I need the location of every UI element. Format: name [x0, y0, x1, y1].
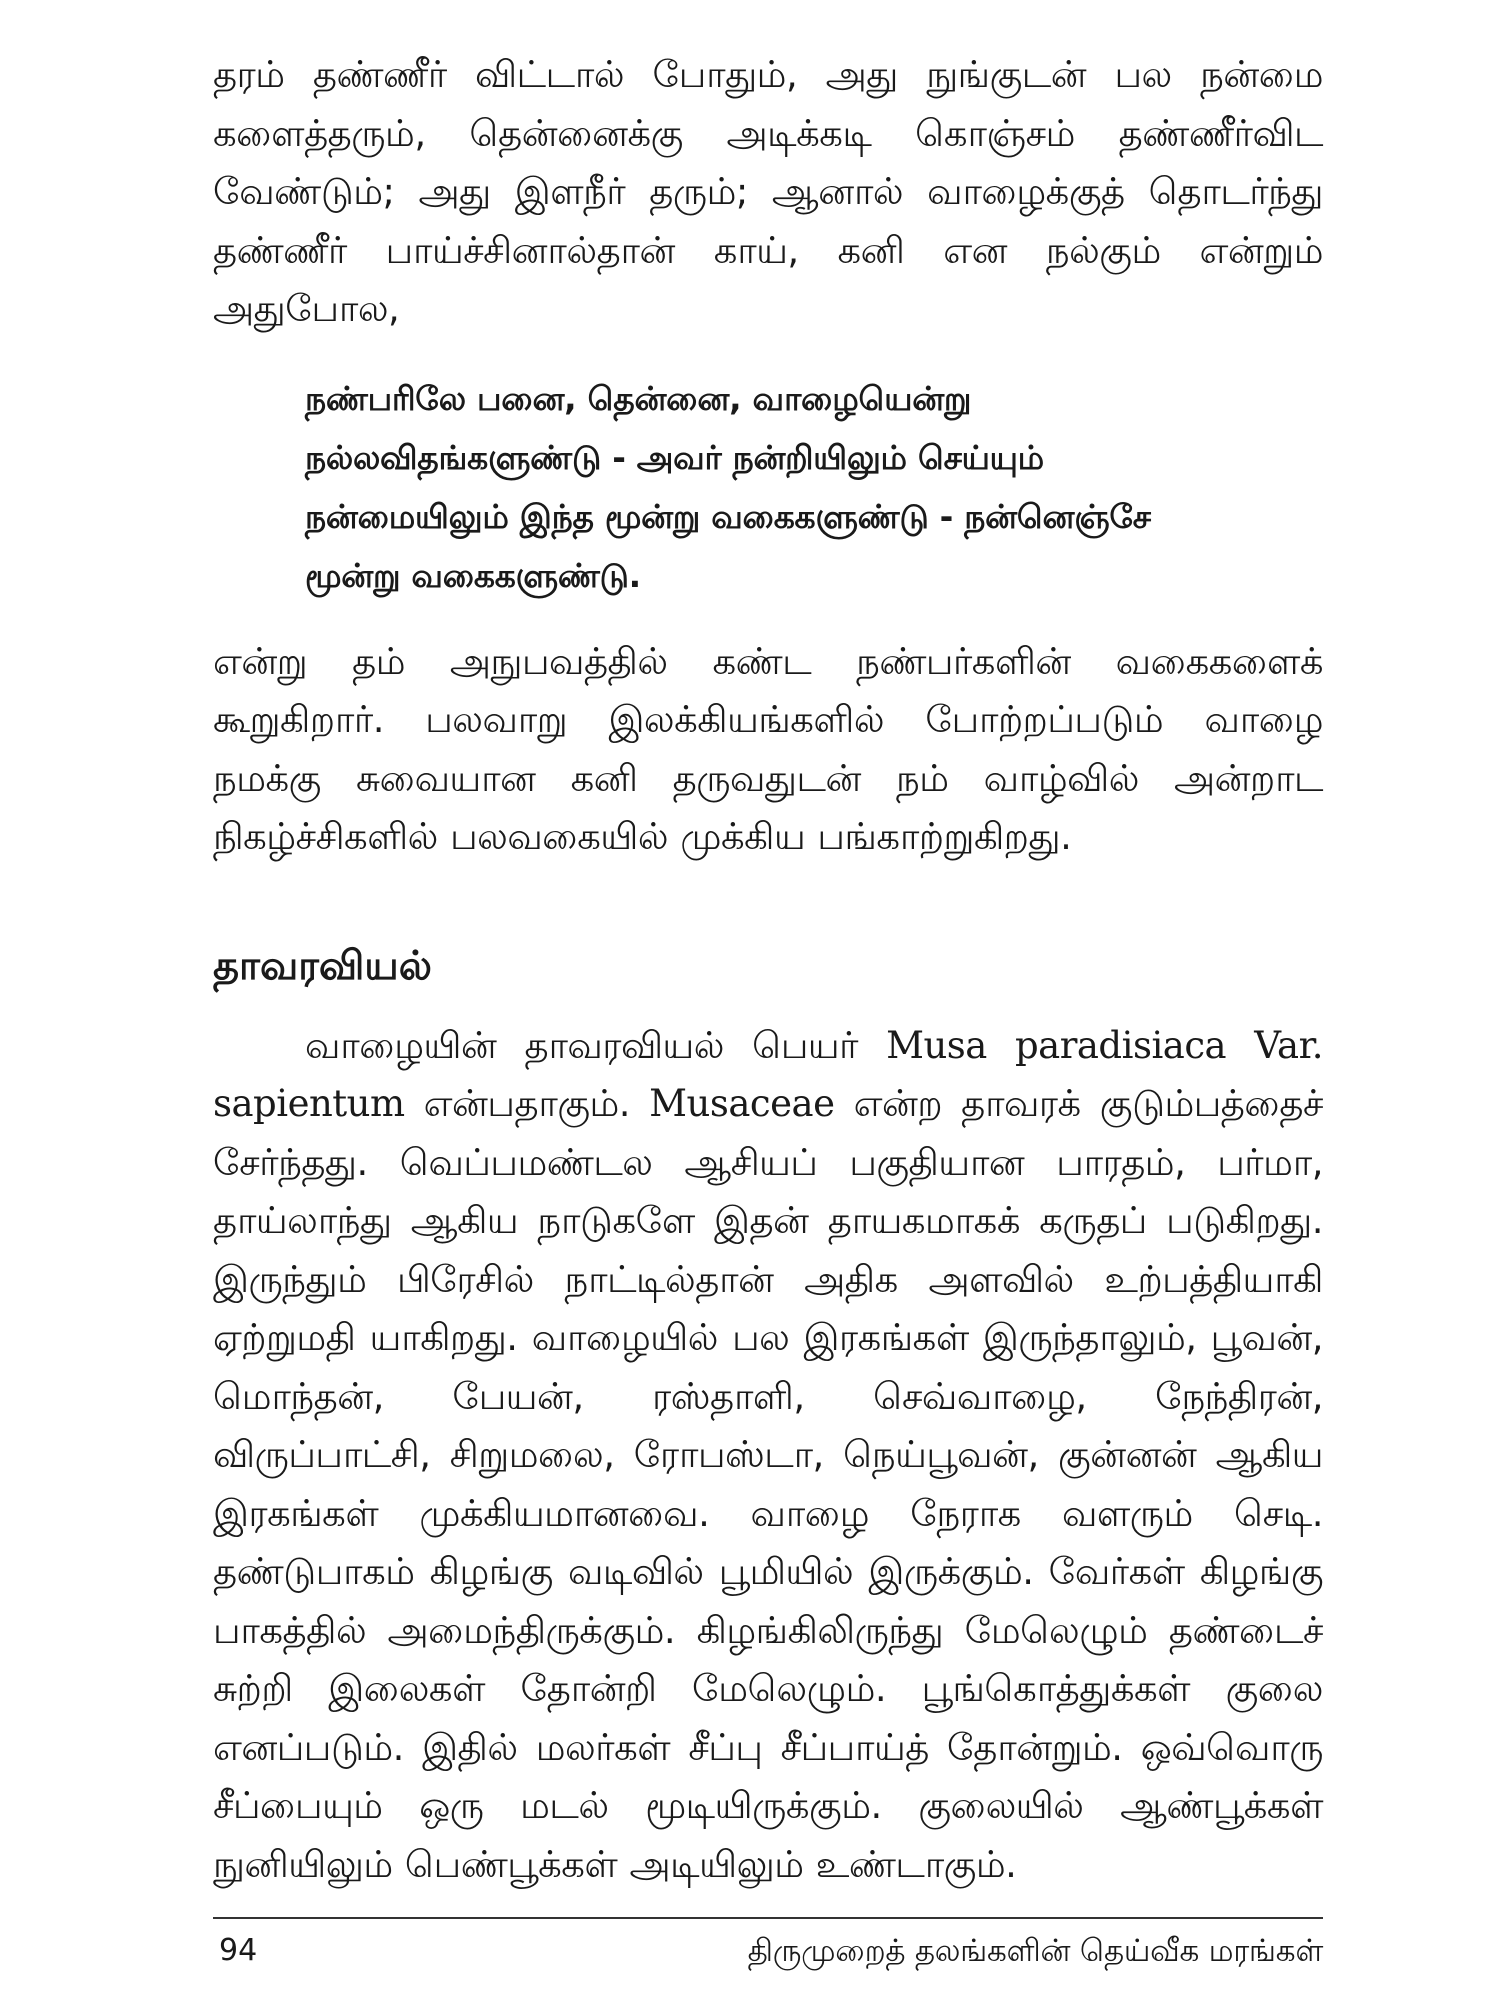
- scientific-name: Musa paradisiaca Var. sapientum: [213, 1023, 1323, 1125]
- poem-line: நன்மையிலும் இந்த மூன்று வகைகளுண்டு - நன்னெஞ்சே: [305, 496, 1151, 536]
- poem-line: நல்லவிதங்களுண்டு - அவர் நன்றியிலும் செய்யும்: [305, 437, 1044, 477]
- poem-line: மூன்று வகைகளுண்டு.: [305, 555, 641, 595]
- botany-rest-text: என்ற தாவரக் குடும்பத்தைச் சேர்ந்தது. வெப்பமண்டல ஆசியப் பகுதியான பாரதம், பர்மா, தாய்லாந்து ஆகிய நாடுகளே இதன் தாயகமாகக் கருதப் படுகிறது. இருந்தும் பிரேசில் நாட்டில்தான் அதிக அளவில் உற்பத்தியாகி ஏற்றுமதி யாகிறது. வாழையில் பல இரகங்கள் இருந்தாலும், பூவன், மொந்தன், பேயன், ரஸ்தாளி, செவ்வாழை, நேந்திரன், விருப்பாட்சி, சிறுமலை, ரோபஸ்டா, நெய்பூவன், குன்னன் ஆகிய இரகங்கள் முக்கியமானவை. வாழை நேராக வளரும் செடி. தண்டுபாகம் கிழங்கு வடிவில் பூமியில் இருக்கும். வேர்கள் கிழங்கு பாகத்தில் அமைந்திருக்கும். கிழங்கிலிருந்து மேலெழும் தண்டைச் சுற்றி இலைகள் தோன்றி மேலெழும். பூங்கொத்துக்கள் குலை எனப்படும். இதில் மலர்கள் சீப்பு சீப்பாய்த் தோன்றும். ஒவ்வொரு சீப்பையும் ஒரு மடல் மூடியிருக்கும். குலையில் ஆண்பூக்கள் நுனியிலும் பெண்பூக்கள் அடியிலும் உண்டாகும்.: [213, 1082, 1323, 1886]
- opening-paragraph: தரம் தண்ணீர் விட்டால் போதும், அது நுங்குடன் பல நன்மை களைத்தரும், தென்னைக்கு அடிக்கடி கொஞ்சம் தண்ணீர்விட வேண்டும்; அது இளநீர் தரும்; ஆனால் வாழைக்குத் தொடர்ந்து தண்ணீர் பாய்ச்சினால்தான் காய், கனி என நல்கும் என்றும் அதுபோல,: [213, 53, 1323, 330]
- section-heading: தாவரவியல்: [213, 942, 432, 989]
- poem-line: நண்பரிலே பனை, தென்னை, வாழையென்று: [305, 378, 972, 418]
- family-name: Musaceae: [649, 1082, 835, 1125]
- botany-paragraph: [213, 1017, 1323, 1895]
- book-title: திருமுறைத் தலங்களின் தெய்வீக மரங்கள்: [747, 1933, 1323, 1969]
- page-content: [213, 40, 1323, 1894]
- botany-lead-text: வாழையின் தாவரவியல் பெயர்: [305, 1023, 887, 1067]
- botany-mid-text: என்பதாகும்.: [404, 1082, 650, 1125]
- paragraph-after-poem: என்று தம் அநுபவத்தில் கண்ட நண்பர்களின் வகைகளைக் கூறுகிறார். பலவாறு இலக்கியங்களில் போற்றப்படும் வாழை நமக்கு சுவையான கனி தருவதுடன் நம் வாழ்வில் அன்றாட நிகழ்ச்சிகளில் பலவகையில் முக்கிய பங்காற்றுகிறது.: [213, 639, 1323, 858]
- page-footer: [213, 1917, 1323, 1969]
- quoted-poem: [305, 369, 1323, 605]
- page-number: 94: [219, 1933, 258, 1968]
